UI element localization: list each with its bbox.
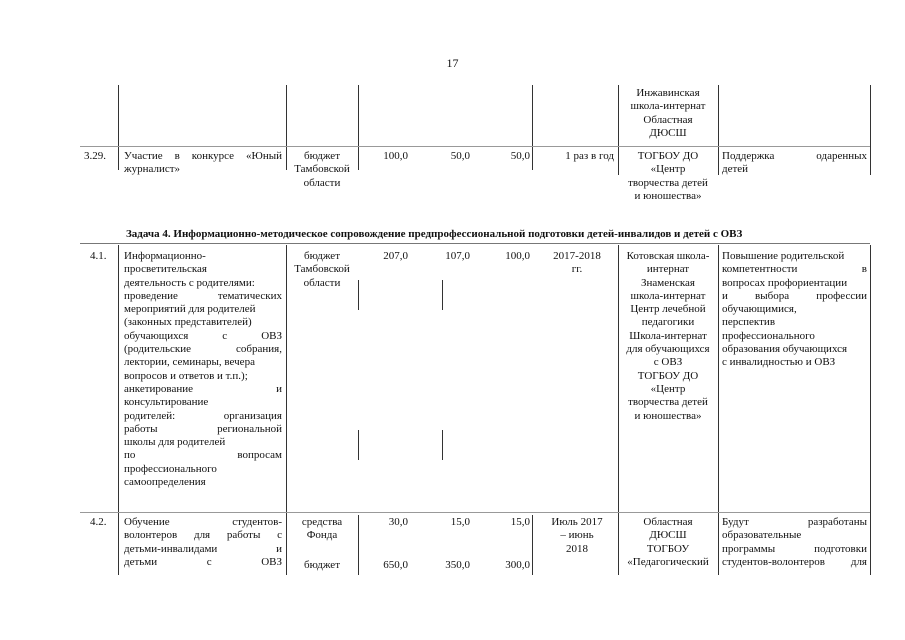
row-3-29-year1: 50,0 <box>450 150 470 162</box>
row-3-29-year2: 50,0 <box>510 150 530 162</box>
row-4-1-term: 2017-2018 гг. <box>553 250 601 276</box>
column-rule <box>358 280 359 310</box>
column-rule <box>358 85 359 170</box>
row-3-29-source: бюджет Тамбовской области <box>294 150 350 189</box>
row-4-1-source: бюджет Тамбовской области <box>294 250 350 289</box>
row-3-29-total: 100,0 <box>383 150 408 162</box>
row-rule <box>80 243 870 244</box>
row-4-2-term: Июль 2017 – июнь 2018 <box>551 516 603 555</box>
row-4-1-number: 4.1. <box>90 250 107 262</box>
row-4-1-executor: Котовская школа- интернат Знаменская школа-интернат Центр лечебной педагогики Школа-интернат для обучающихся с ОВЗ ТОГБОУ ДО «Центр творчества детей и юношества» <box>626 250 710 422</box>
row-4-2-total-budget: 650,0 <box>383 559 408 571</box>
row-4-2-year2-fund: 15,0 <box>510 516 530 528</box>
column-rule <box>358 430 359 460</box>
row-4-1-year2: 100,0 <box>505 250 530 262</box>
column-rule <box>618 85 619 175</box>
row-4-2-year1-budget: 350,0 <box>445 559 470 571</box>
table-border-left <box>118 515 119 575</box>
column-rule <box>358 515 359 575</box>
column-rule <box>442 280 443 310</box>
column-rule <box>442 430 443 460</box>
prev-row-executor: Инжавинская школа-интернат Областная ДЮСШ <box>630 87 706 139</box>
column-rule <box>286 85 287 170</box>
column-rule <box>718 85 719 175</box>
column-rule <box>286 245 287 575</box>
row-4-2-name: Обучение студентов- волонтеров для работы с детьми-инвалидами и детьми с ОВЗ <box>124 516 282 568</box>
row-4-2-number: 4.2. <box>90 516 107 528</box>
column-rule <box>532 85 533 170</box>
row-4-2-year1-fund: 15,0 <box>450 516 470 528</box>
row-4-2-source-budget: бюджет <box>304 559 340 571</box>
row-4-1-total: 207,0 <box>383 250 408 262</box>
table-border-right <box>870 85 871 175</box>
row-4-2-source-fund: средства Фонда <box>301 516 343 542</box>
task-4-heading: Задача 4. Информационно-методическое сопровождение предпрофессиональной подготовки детей-инвалидов и детей с ОВЗ <box>126 228 743 240</box>
row-3-29-number: 3.29. <box>84 150 106 162</box>
row-4-2-year2-budget: 300,0 <box>505 559 530 571</box>
column-rule <box>532 515 533 575</box>
row-4-1-result: Повышение родительской компетентности в вопросах профориентации и выбора профессии обучающимися, перспектив профессионального образования обучающихся с инвалидностью и ОВЗ <box>722 250 867 369</box>
row-4-2-total-fund: 30,0 <box>388 516 408 528</box>
row-4-1-name: Информационно- просветительская деятельность с родителями: проведение тематических мероприятий для родителей (законных представителей) обучающихся с ОВЗ (родительские собрания, лектории, семинары, вечера вопросов и ответов и т.п.); анкетирование и консультирование родителей: организация работы региональной школы для родителей по вопросам профессионального самоопределения <box>124 250 282 489</box>
column-rule <box>718 245 719 575</box>
row-4-1-year1: 107,0 <box>445 250 470 262</box>
row-4-2-result: Будут разработаны образовательные программы подготовки студентов-волонтеров для <box>722 516 867 568</box>
row-4-2-executor: Областная ДЮСШ ТОГБОУ «Педагогический <box>627 516 709 568</box>
row-rule <box>80 512 870 513</box>
page-number: 17 <box>446 56 459 70</box>
row-3-29-name: Участие в конкурсе «Юный журналист» <box>124 150 282 176</box>
row-rule <box>80 146 870 147</box>
column-rule <box>618 245 619 575</box>
table-border-right <box>870 245 871 575</box>
table-border-left <box>118 245 119 515</box>
row-3-29-executor: ТОГБОУ ДО «Центр творчества детей и юношества» <box>628 150 708 202</box>
table-border-left <box>118 85 119 170</box>
row-3-29-term: 1 раз в год <box>565 150 614 162</box>
row-3-29-result: Поддержка одаренных детей <box>722 150 867 176</box>
